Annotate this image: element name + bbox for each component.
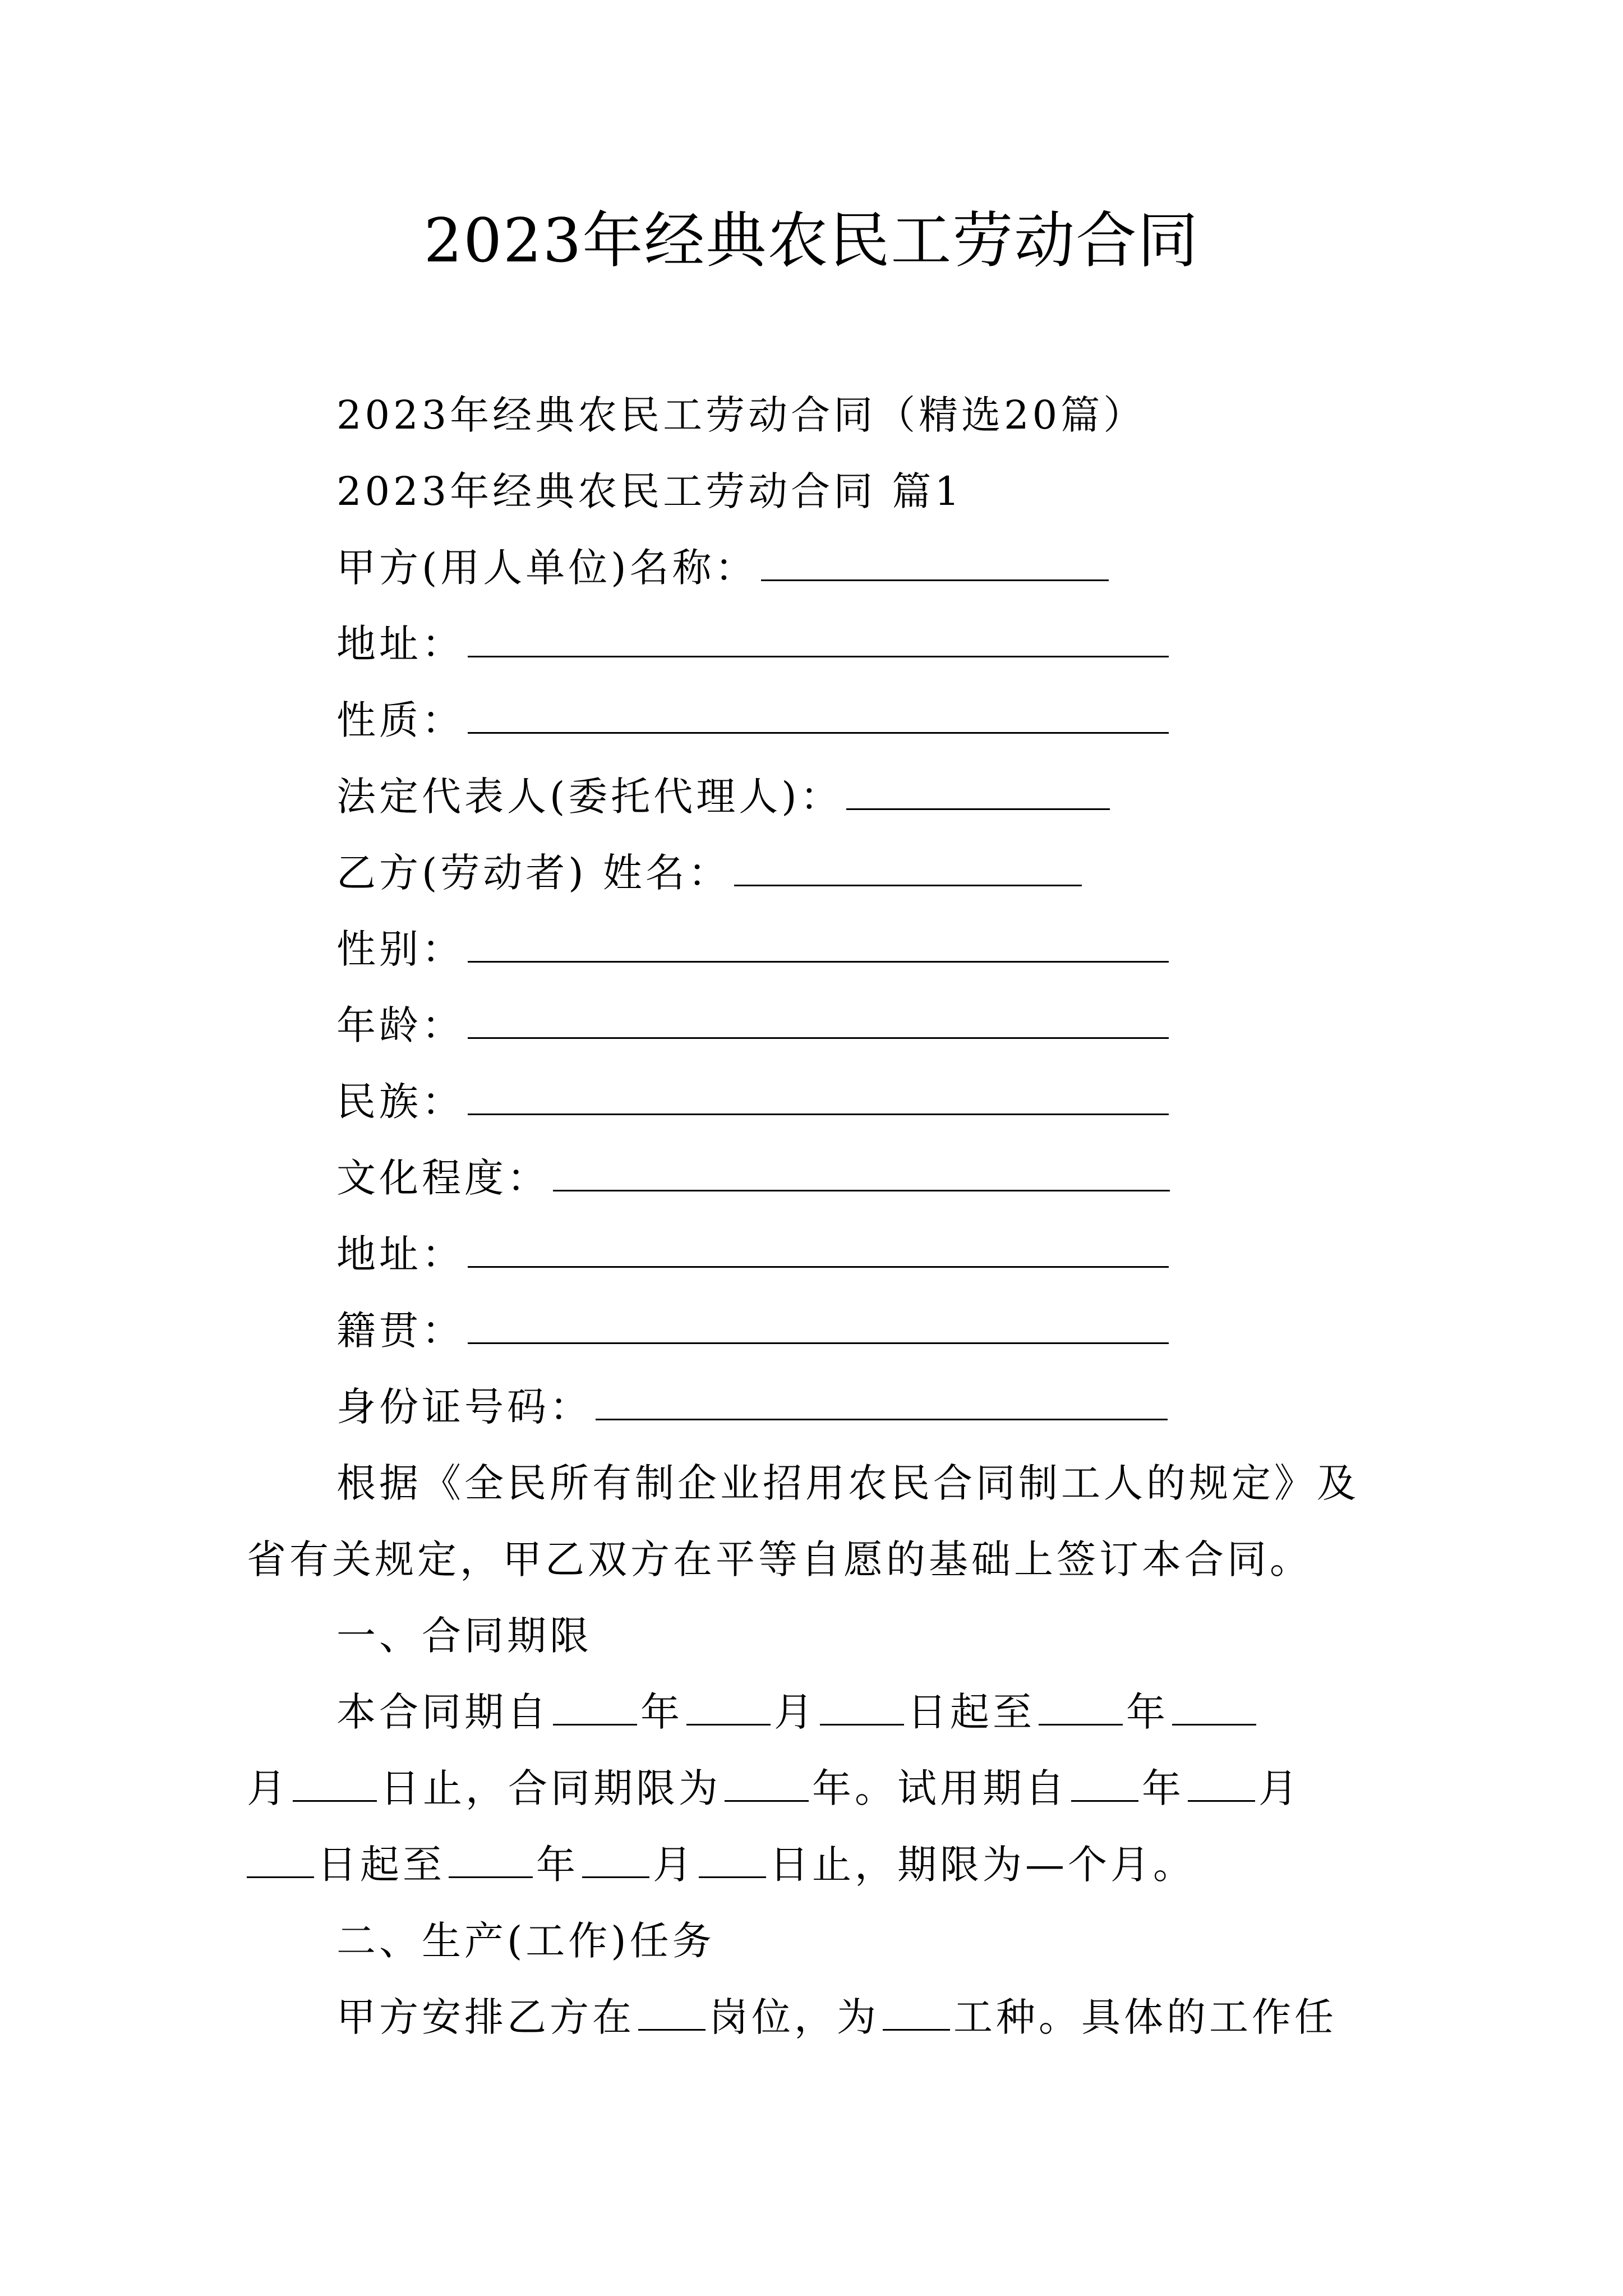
blank-line: [468, 622, 1169, 657]
blank-line: [1039, 1690, 1123, 1726]
field-ethnicity: [336, 1074, 1172, 1130]
field-label: 法定代表人(委托代理人)：: [336, 774, 843, 820]
blank-line: [582, 1843, 649, 1878]
blank-line: [553, 1690, 637, 1726]
field-label: 民族：: [336, 1079, 464, 1125]
blank-line: [468, 927, 1169, 963]
blank-line: [761, 546, 1109, 581]
field-label: 地址：: [336, 1231, 464, 1277]
field-party-a-name: [336, 540, 1112, 596]
field-label: 性质：: [336, 697, 464, 743]
field-label: 地址：: [336, 621, 464, 667]
field-label: 性别：: [336, 926, 464, 972]
blank-line: [468, 1232, 1169, 1268]
text-segment: 月: [1258, 1765, 1301, 1811]
blank-line: [1071, 1766, 1138, 1802]
blank-line: [734, 851, 1082, 886]
field-label: 文化程度：: [336, 1155, 550, 1201]
blank-line: [293, 1766, 377, 1802]
text-segment: 日起至: [907, 1689, 1035, 1735]
text-segment: 年: [536, 1842, 579, 1888]
text-segment: 日止，期限为—个月。: [769, 1842, 1196, 1888]
blank-line: [846, 775, 1110, 810]
clause-text-line: [247, 1837, 1196, 1893]
blank-line: [1188, 1766, 1255, 1802]
field-label: 甲方(用人单位)名称：: [336, 545, 758, 591]
text-segment: 月: [247, 1765, 289, 1811]
field-party-b-name: [336, 845, 1085, 901]
page-title: 2023年经典农民工劳动合同: [423, 206, 1200, 276]
text-segment: 工种。具体的工作任: [953, 1994, 1337, 2040]
field-nature: [336, 692, 1172, 748]
blank-line: [468, 1004, 1169, 1039]
blank-line: [468, 1080, 1169, 1115]
clause-text-line: [336, 1684, 1260, 1740]
field-id-number: [336, 1379, 1171, 1435]
blank-line: [638, 1995, 706, 2031]
text-segment: 年: [1126, 1689, 1169, 1735]
field-native-place: [336, 1303, 1172, 1359]
blank-line: [553, 1156, 1170, 1191]
text-segment: 岗位，为: [709, 1994, 879, 2040]
blank-line: [247, 1843, 314, 1878]
blank-line: [725, 1766, 809, 1802]
preamble-line: 根据《全民所有制企业招用农民合同制工人的规定》及: [336, 1460, 1359, 1506]
field-party-b-address: [336, 1226, 1172, 1282]
text-segment: 日止，合同期限为: [380, 1765, 721, 1811]
blank-line: [883, 1995, 950, 2031]
blank-line: [468, 1309, 1169, 1344]
clause-text-line: [336, 1989, 1337, 2045]
field-label: 乙方(劳动者) 姓名：: [336, 850, 731, 896]
text-segment: 年: [640, 1689, 683, 1735]
text-segment: 本合同期自: [336, 1689, 550, 1735]
field-age: [336, 997, 1172, 1053]
field-label: 身份证号码：: [336, 1384, 592, 1430]
clause-heading: 二、生产(工作)任务: [336, 1918, 715, 1964]
field-legal-rep: [336, 769, 1113, 825]
clause-text-line: [247, 1760, 1301, 1816]
blank-line: [449, 1843, 533, 1878]
blank-line: [820, 1690, 904, 1726]
text-segment: 年。试用期自: [812, 1765, 1068, 1811]
text-segment: 日起至: [317, 1842, 445, 1888]
text-segment: 月: [653, 1842, 695, 1888]
blank-line: [699, 1843, 766, 1878]
field-party-a-address: [336, 616, 1172, 672]
field-gender: [336, 921, 1172, 977]
clause-heading: 一、合同期限: [336, 1613, 592, 1659]
blank-line: [686, 1690, 771, 1726]
subtitle: 2023年经典农民工劳动合同（精选20篇）: [336, 392, 1146, 438]
blank-line: [596, 1385, 1168, 1420]
field-label: 籍贯：: [336, 1308, 464, 1354]
blank-line: [1172, 1690, 1256, 1726]
text-segment: 甲方安排乙方在: [336, 1994, 635, 2040]
text-segment: 年: [1142, 1765, 1184, 1811]
field-label: 年龄：: [336, 1002, 464, 1048]
section-heading: 2023年经典农民工劳动合同 篇1: [336, 468, 963, 514]
blank-line: [468, 698, 1169, 734]
text-segment: 月: [774, 1689, 817, 1735]
preamble-line: 省有关规定，甲乙双方在平等自愿的基础上签订本合同。: [247, 1536, 1312, 1582]
field-education: [336, 1150, 1173, 1206]
